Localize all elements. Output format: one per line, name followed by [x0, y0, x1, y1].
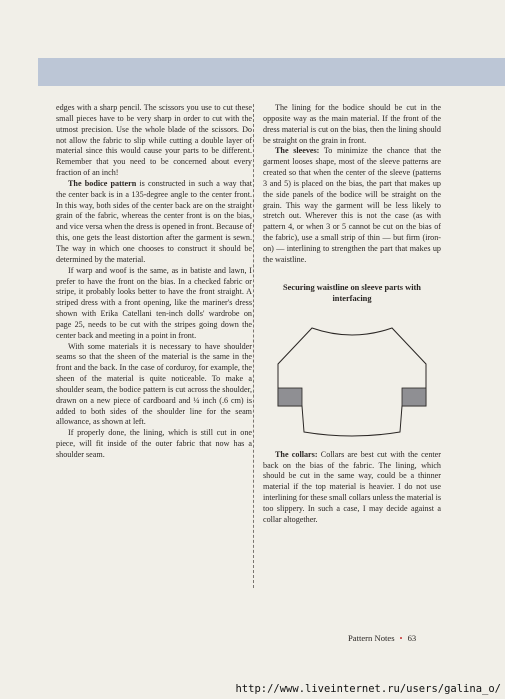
right-interfacing-strip: [402, 388, 426, 406]
right-paragraph-1: The lining for the bodice should be cut in the opposite way as the main material. If the front of the dress material is cut on the bias, then the lining should be straight on the grain in front.: [263, 103, 441, 145]
left-interfacing-strip: [278, 388, 302, 406]
right-column: [263, 103, 441, 526]
page-number: 63: [407, 633, 417, 643]
sleeve-outline: [278, 328, 426, 436]
sleeves-heading: The sleeves:: [275, 146, 320, 156]
left-paragraph-3: If warp and woof is the same, as in batiste and lawn, I prefer to have the front on the bias. In a checked fabric or stripe, it probably looks better to have the front straight. A striped dress with a front opening, like the mariner's dress shown with Erika Catellani ten-inch dolls' wardrobe on page 25, needs to be cut with the stripes going down the center back and meeting in a point in front.: [56, 265, 252, 340]
left-paragraph-1: edges with a sharp pencil. The scissors you use to cut these small pieces have to be very sharp in order to cut with the utmost precision. Use the whole blade of the scissors. Do not allow the fabric to slip while cutting a double layer of material since this would cause your parts to be different. Remember that you need to be concerned about every fraction of an inch!: [56, 103, 252, 178]
bodice-pattern-heading: The bodice pattern: [68, 178, 137, 188]
source-watermark: http://www.liveinternet.ru/users/galina_o/: [235, 683, 501, 695]
sleeves-text: To minimize the chance that the garment looses shape, most of the sleeve patterns are created so that when the center of the sleeve (patterns 3 and 5) is placed on the bias, the part that makes up the side panels of the bodice will be straight on the grain. This way the garment will be less likely to stretch out. Wherever this is not the case (as with pattern 4, or when 3 or 5 cannot be cut on the bias of the fabric), use a small strip of thin — but firm (iron-on) — interlining to strengthen the part that makes up the waistline.: [263, 146, 441, 264]
page-footer: [348, 633, 416, 643]
header-band: [38, 58, 505, 86]
sleeve-interfacing-diagram: [276, 312, 428, 444]
collars-heading: The collars:: [275, 449, 318, 459]
footer-bullet: •: [399, 633, 403, 643]
left-paragraph-5: If properly done, the lining, which is still cut in one piece, will fit inside of the outer fabric that now has a shoulder seam.: [56, 428, 252, 459]
column-divider: [253, 104, 254, 588]
footer-section-title: Pattern Notes: [348, 633, 395, 643]
figure-caption: Securing waistline on sleeve parts with interfacing: [283, 282, 421, 303]
left-paragraph-4: With some materials it is necessary to have shoulder seams so that the sheen of the material is the same in the front and the back. In the case of corduroy, for example, the sheen of the material is quite noticeable. To make a shoulder seam, the bodice pattern is cut across the shoulder, drawn on a new piece of cardboard and ¼ inch (.6 cm) is added to both sides of the shoulder line for the seam allowance, as shown at left.: [56, 341, 252, 427]
left-paragraph-2: [56, 179, 252, 266]
left-column: [56, 103, 252, 461]
right-paragraph-3: [263, 450, 441, 526]
collars-text: Collars are best cut with the center back on the bias of the fabric. The lining, which should be cut in the same way, could be a thinner material if the top material is heavier. I do not use interlining for these small collars unless the material is too slippery. In such a case, I may decide against a collar altogether.: [263, 449, 441, 524]
right-paragraph-2: [263, 146, 441, 265]
bodice-pattern-text: is constructed in such a way that the center back is in a 135-degree angle to the center front. In this way, both sides of the center back are on the straight grain of the fabric, whereas the center front is on the bias, and vice versa when the dress is opened in front. Because of this, one gets the least distortion after the garment is sewn. The way in which one chooses to construct it should be determined by the material.: [56, 178, 252, 264]
